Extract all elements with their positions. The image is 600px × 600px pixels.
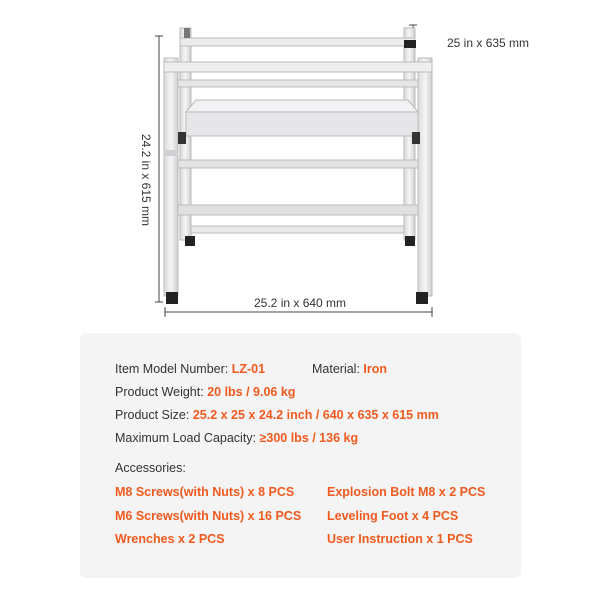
weight-row [115, 385, 295, 399]
height-dimension-label: 24.2 in x 615 mm [139, 133, 153, 227]
accessory-item: Wrenches x 2 PCS [115, 532, 225, 546]
accessory-item: Explosion Bolt M8 x 2 PCS [327, 485, 486, 499]
width-dimension-label: 25.2 in x 640 mm [254, 296, 347, 310]
model-row [115, 362, 265, 376]
load-value: ≥300 lbs / 136 kg [259, 431, 359, 445]
specification-card [80, 333, 521, 578]
accessory-item: User Instruction x 1 PCS [327, 532, 473, 546]
accessory-item: Leveling Foot x 4 PCS [327, 509, 459, 523]
material-label: Material: [312, 362, 360, 376]
load-label: Maximum Load Capacity: [115, 431, 257, 445]
load-row [115, 431, 358, 445]
material-row [312, 362, 387, 376]
size-row [115, 408, 439, 422]
accessory-item: M6 Screws(with Nuts) x 16 PCS [115, 509, 302, 523]
accessories-heading: Accessories: [115, 461, 186, 475]
weight-label: Product Weight: [115, 385, 204, 399]
material-value: Iron [363, 362, 388, 376]
depth-dimension-label: 25 in x 635 mm [447, 36, 530, 50]
model-label: Item Model Number: [115, 362, 229, 376]
size-label: Product Size: [115, 408, 190, 422]
model-value: LZ-01 [231, 362, 266, 376]
weight-value: 20 lbs / 9.06 kg [207, 385, 296, 399]
accessory-item: M8 Screws(with Nuts) x 8 PCS [115, 485, 295, 499]
size-value: 25.2 x 25 x 24.2 inch / 640 x 635 x 615 mm [192, 408, 439, 422]
